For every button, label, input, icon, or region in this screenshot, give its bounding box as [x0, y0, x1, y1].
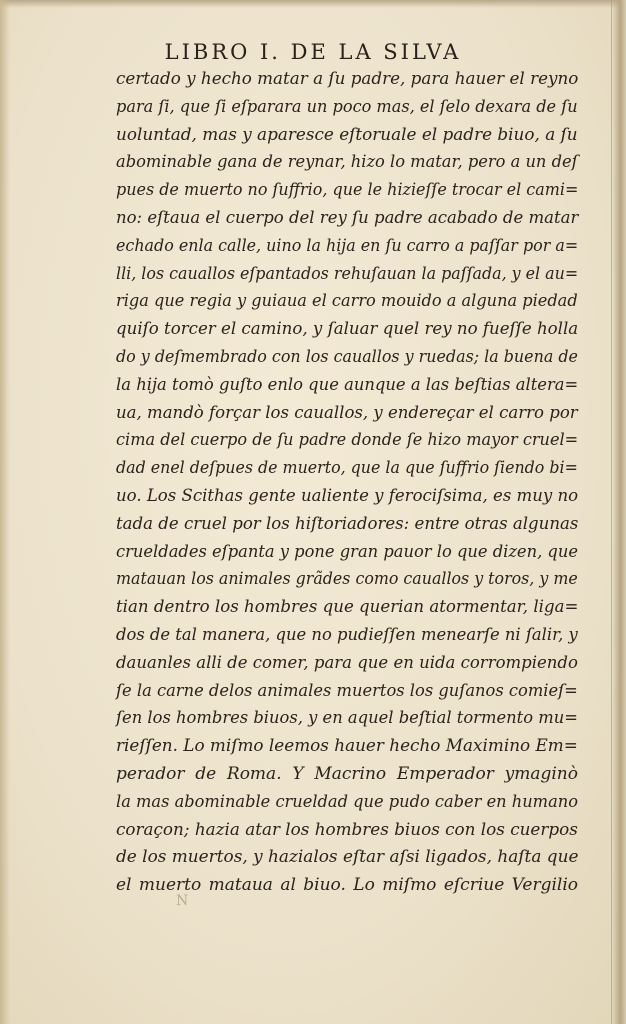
text-line: rieſſen. Lo miſmo leemos hauer hecho Maximino Em=: [116, 736, 578, 757]
page-left-edge: [0, 0, 10, 1024]
body-text: [116, 66, 578, 900]
text-line: el muerto mataua al biuo. Lo miſmo eſcriue Vergilio: [116, 875, 578, 896]
text-line: crueldades eſpanta y pone gran pauor lo que dizen, que: [116, 541, 578, 562]
text-line: de los muertos, y hazialos eſtar aſsi ligados, haſta que: [116, 847, 579, 868]
text-line: no: eſtaua el cuerpo del rey ſu padre acabado de matar: [116, 207, 579, 228]
page-top-edge: [0, 0, 626, 8]
text-line: riga que regia y guiaua el carro mouido a alguna piedad: [116, 291, 578, 312]
text-line: pues de muerto no ſuffrio, que le hizieſſe trocar el cami=: [116, 180, 579, 201]
page-fold-line: [611, 0, 612, 1024]
page-right-edge: [612, 0, 626, 1024]
text-line: dos de tal manera, que no pudieſſen menearſe ni ſalir, y: [116, 624, 578, 645]
text-line: dauanles alli de comer, para que en uida corrompiendo: [116, 652, 578, 673]
text-line: lli, los cauallos eſpantados rehuſauan la paſſada, y el au=: [116, 263, 579, 284]
text-line: tada de cruel por los hiſtoriadores: entre otras algunas: [116, 513, 579, 534]
running-head: LIBRO I. DE LA SILVA: [164, 40, 462, 64]
text-line: do y deſmembrado con los cauallos y ruedas; la buena de: [116, 346, 578, 367]
text-line: ſen los hombres biuos, y en aquel beſtial tormento mu=: [116, 708, 578, 729]
text-line: ua, mandò forçar los cauallos, y endereçar el carro por: [116, 402, 578, 423]
text-line: para ſi, que ſi eſparara un poco mas, el ſelo dexara de ſu: [116, 96, 578, 117]
text-line: uo. Los Scithas gente ualiente y ferociſsima, es muy no: [116, 485, 579, 506]
text-line: tian dentro los hombres que querian atormentar, liga=: [116, 597, 579, 618]
text-line: coraçon; hazia atar los hombres biuos con los cuerpos: [116, 819, 578, 840]
text-line: dad enel deſpues de muerto, que la que ſuffrio ſiendo bi=: [116, 458, 578, 479]
text-line: cima del cuerpo de ſu padre donde ſe hizo mayor cruel=: [116, 430, 579, 451]
text-line: ſe la carne delos animales muertos los guſanos comieſ=: [116, 680, 578, 701]
text-line: echado enla calle, uino la hija en ſu carro a paſſar por a=: [116, 235, 579, 256]
show-through-mark: N: [176, 893, 189, 909]
text-line: perador de Roma. Y Macrino Emperador ymaginò: [116, 763, 578, 784]
text-line: certado y hecho matar a ſu padre, para hauer el reyno: [116, 69, 579, 89]
text-line: la mas abominable crueldad que pudo caber en humano: [116, 791, 578, 812]
text-line: matauan los animales grãdes como cauallos y toros, y me: [116, 569, 578, 590]
text-line: la hija tomò guſto enlo que aunque a las beſtias altera=: [116, 374, 579, 395]
text-line: abominable gana de reynar, hizo lo matar, pero a un deſ: [116, 152, 578, 173]
text-line: quiſo torcer el camino, y ſaluar quel rey no fueſſe holla: [116, 319, 579, 340]
text-line: uoluntad, mas y aparesce eſtoruale el padre biuo, a ſu: [116, 124, 578, 145]
